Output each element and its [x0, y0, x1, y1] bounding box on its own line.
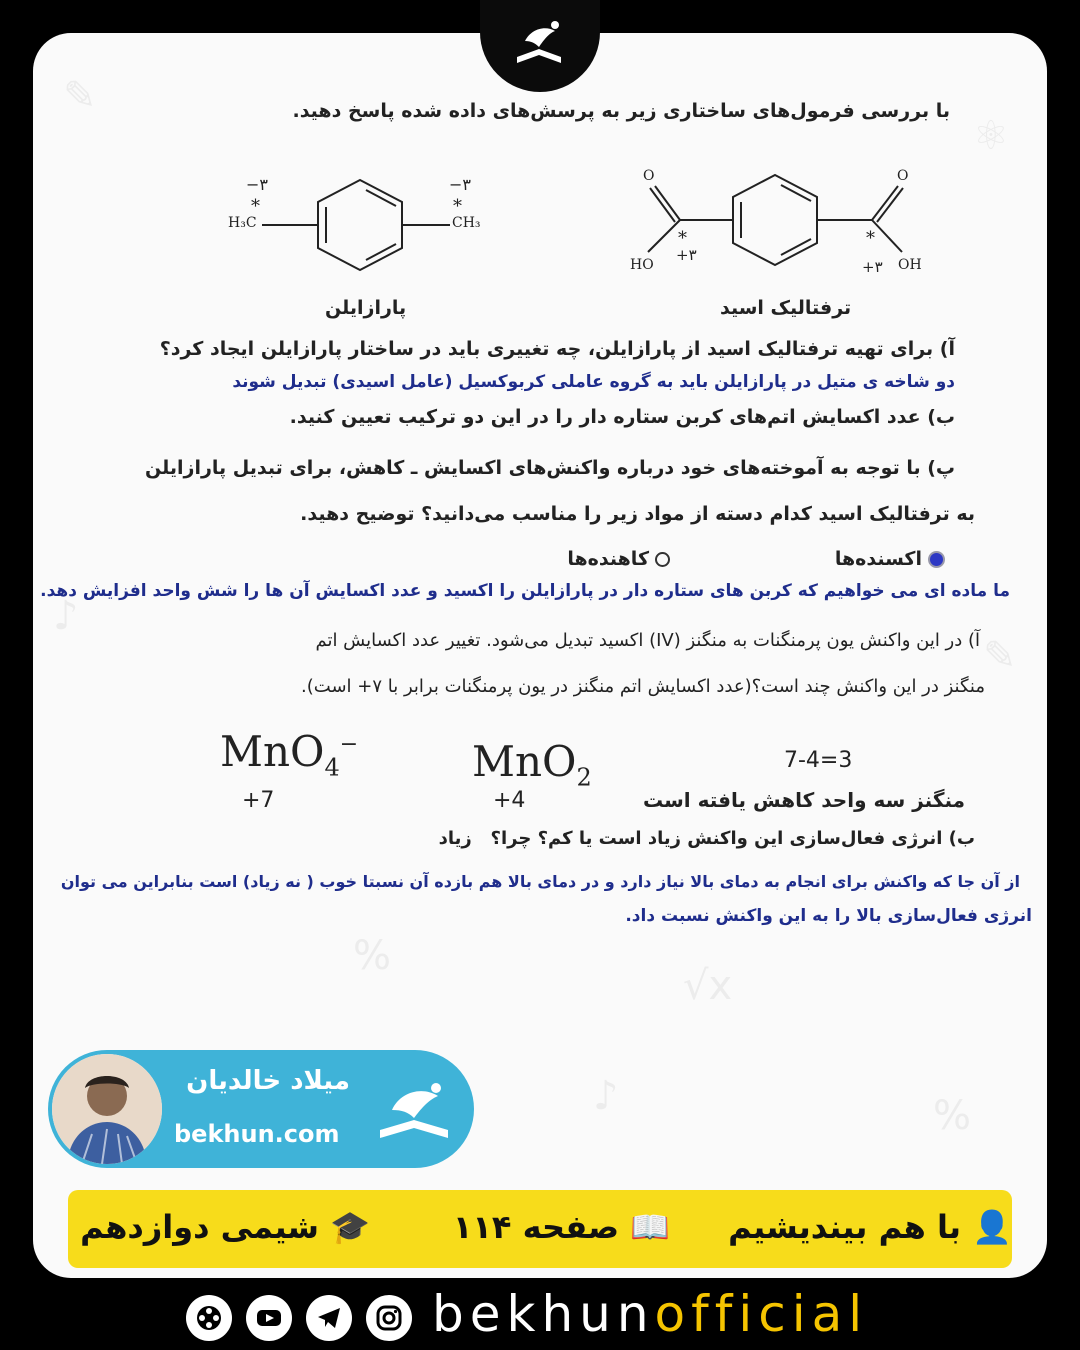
answer2-b-line2: انرژی فعال‌سازی بالا را به این واکنش نسبت داد.	[625, 906, 1032, 926]
question2-a-line2: منگنز در این واکنش چند است؟(عدد اکسایش اتم منگنز در یون پرمنگنات برابر با ۷+ است).	[301, 676, 985, 697]
author-logo	[370, 1070, 460, 1160]
paraxylene-left-group: H₃C	[228, 215, 257, 231]
answer2-b-line1: از آن جا که واکنش برای انجام به دمای بالا نیاز دارد و در دمای بالا هم بازده آن نسبتا خوب ( نه زیاد) است بنابراین می توان	[60, 872, 1020, 891]
background-doodle: %	[933, 1093, 972, 1139]
background-doodle: ♪	[593, 1073, 619, 1119]
person-icon	[52, 1054, 162, 1164]
film-reel-icon[interactable]	[186, 1295, 232, 1341]
terephthalic-oh-right: OH	[898, 257, 922, 273]
youtube-icon[interactable]	[246, 1295, 292, 1341]
background-doodle: ♪	[53, 593, 79, 639]
author-name: میلاد خالدیان	[186, 1066, 350, 1096]
terephthalic-oh-left: HO	[630, 257, 654, 273]
paraxylene-left-charge: −۳	[246, 175, 268, 194]
formula-mno2: MnO$_2$	[472, 737, 592, 792]
bar-item-think-together: 👤 با هم بیندیشیم	[728, 1208, 1012, 1246]
question-a: آ) برای تهیه ترفتالیک اسید از پارازایلن، چه تغییری باید در ساختار پارازایلن ایجاد کرد؟	[159, 338, 955, 360]
graduation-cap-icon: 🎓	[330, 1208, 370, 1246]
question2-b-answer: زیاد	[438, 828, 472, 849]
telegram-icon[interactable]	[306, 1295, 352, 1341]
formula-permanganate: MnO$_4$−	[220, 727, 359, 782]
student-icon: 👤	[972, 1208, 1012, 1246]
terephthalic-left-star: *	[678, 228, 687, 249]
answer-p: ما ماده ای می خواهیم که کربن های ستاره دار در پارازایلن را اکسید و عدد اکسایش آن ها را شش واحد افزایش دهد.	[40, 581, 1010, 601]
question-b: ب) عدد اکسایش اتم‌های کربن ستاره دار را در این دو ترکیب تعیین کنید.	[289, 406, 955, 428]
background-doodle: ✎	[983, 633, 1017, 679]
paraxylene-label: پارازایلن	[325, 297, 407, 319]
terephthalic-structure	[620, 160, 940, 290]
bekhun-logo-icon	[505, 11, 575, 81]
background-doodle: √x	[683, 963, 733, 1009]
intro-text: با بررسی فرمول‌های ساختاری زیر به پرسش‌های داده شده پاسخ دهید.	[292, 100, 950, 122]
terephthalic-right-charge: +۳	[862, 258, 883, 276]
question2-a-line1: آ) در این واکنش یون پرمنگنات به منگنز (IV) اکسید تبدیل می‌شود. تغییر عدد اکسایش اتم	[315, 630, 980, 651]
option-oxidizers[interactable]: اکسنده‌ها	[835, 548, 945, 570]
background-doodle: %	[353, 933, 392, 979]
option-reducers[interactable]: کاهنده‌ها	[567, 548, 670, 570]
radio-selected-icon[interactable]	[928, 551, 945, 568]
terephthalic-o-right: O	[897, 168, 909, 184]
book-icon: 📖	[630, 1208, 670, 1246]
paraxylene-right-charge: −۳	[449, 175, 471, 194]
answer-a: دو شاخه ی متیل در پارازایلن باید به گروه عاملی کربوکسیل (عامل اسیدی) تبدیل شوند	[232, 372, 955, 392]
footer-brand-part2: official	[654, 1285, 869, 1343]
terephthalic-left-charge: +۳	[676, 246, 697, 264]
permanganate-oxidation-state: +7	[242, 788, 275, 813]
bar-item-page: 📖 صفحه ۱۱۴	[452, 1208, 670, 1246]
author-avatar	[52, 1054, 162, 1164]
question-p-line1: پ) با توجه به آموخته‌های خود درباره واکنش‌های اکسایش ـ کاهش، برای تبدیل پارازایلن	[145, 457, 955, 479]
terephthalic-o-left: O	[643, 168, 655, 184]
paraxylene-right-star: *	[453, 196, 462, 217]
paraxylene-right-group: CH₃	[452, 215, 481, 231]
background-doodle: ⚛	[973, 113, 1009, 159]
calculation: 7-4=3	[784, 748, 853, 773]
footer-brand-part1: bekhun	[432, 1285, 655, 1343]
question-p-line2: به ترفتالیک اسید کدام دسته از مواد زیر را مناسب می‌دانید؟ توضیح دهید.	[300, 503, 975, 525]
question2-b: ب) انرژی فعال‌سازی این واکنش زیاد است یا کم؟ چرا؟ زیاد	[438, 828, 975, 849]
footer-brand	[432, 1285, 868, 1343]
answer2-a: منگنز سه واحد کاهش یافته است	[642, 788, 965, 812]
author-website[interactable]: bekhun.com	[174, 1120, 340, 1148]
terephthalic-label: ترفتالیک اسید	[720, 297, 852, 319]
bar-item-subject: 🎓 شیمی دوازدهم	[80, 1208, 370, 1246]
mno2-oxidation-state: +4	[493, 788, 526, 813]
radio-unselected-icon[interactable]	[655, 552, 670, 567]
terephthalic-right-star: *	[866, 228, 875, 249]
paraxylene-left-star: *	[251, 196, 260, 217]
background-doodle: ✎	[63, 73, 97, 119]
instagram-icon[interactable]	[366, 1295, 412, 1341]
